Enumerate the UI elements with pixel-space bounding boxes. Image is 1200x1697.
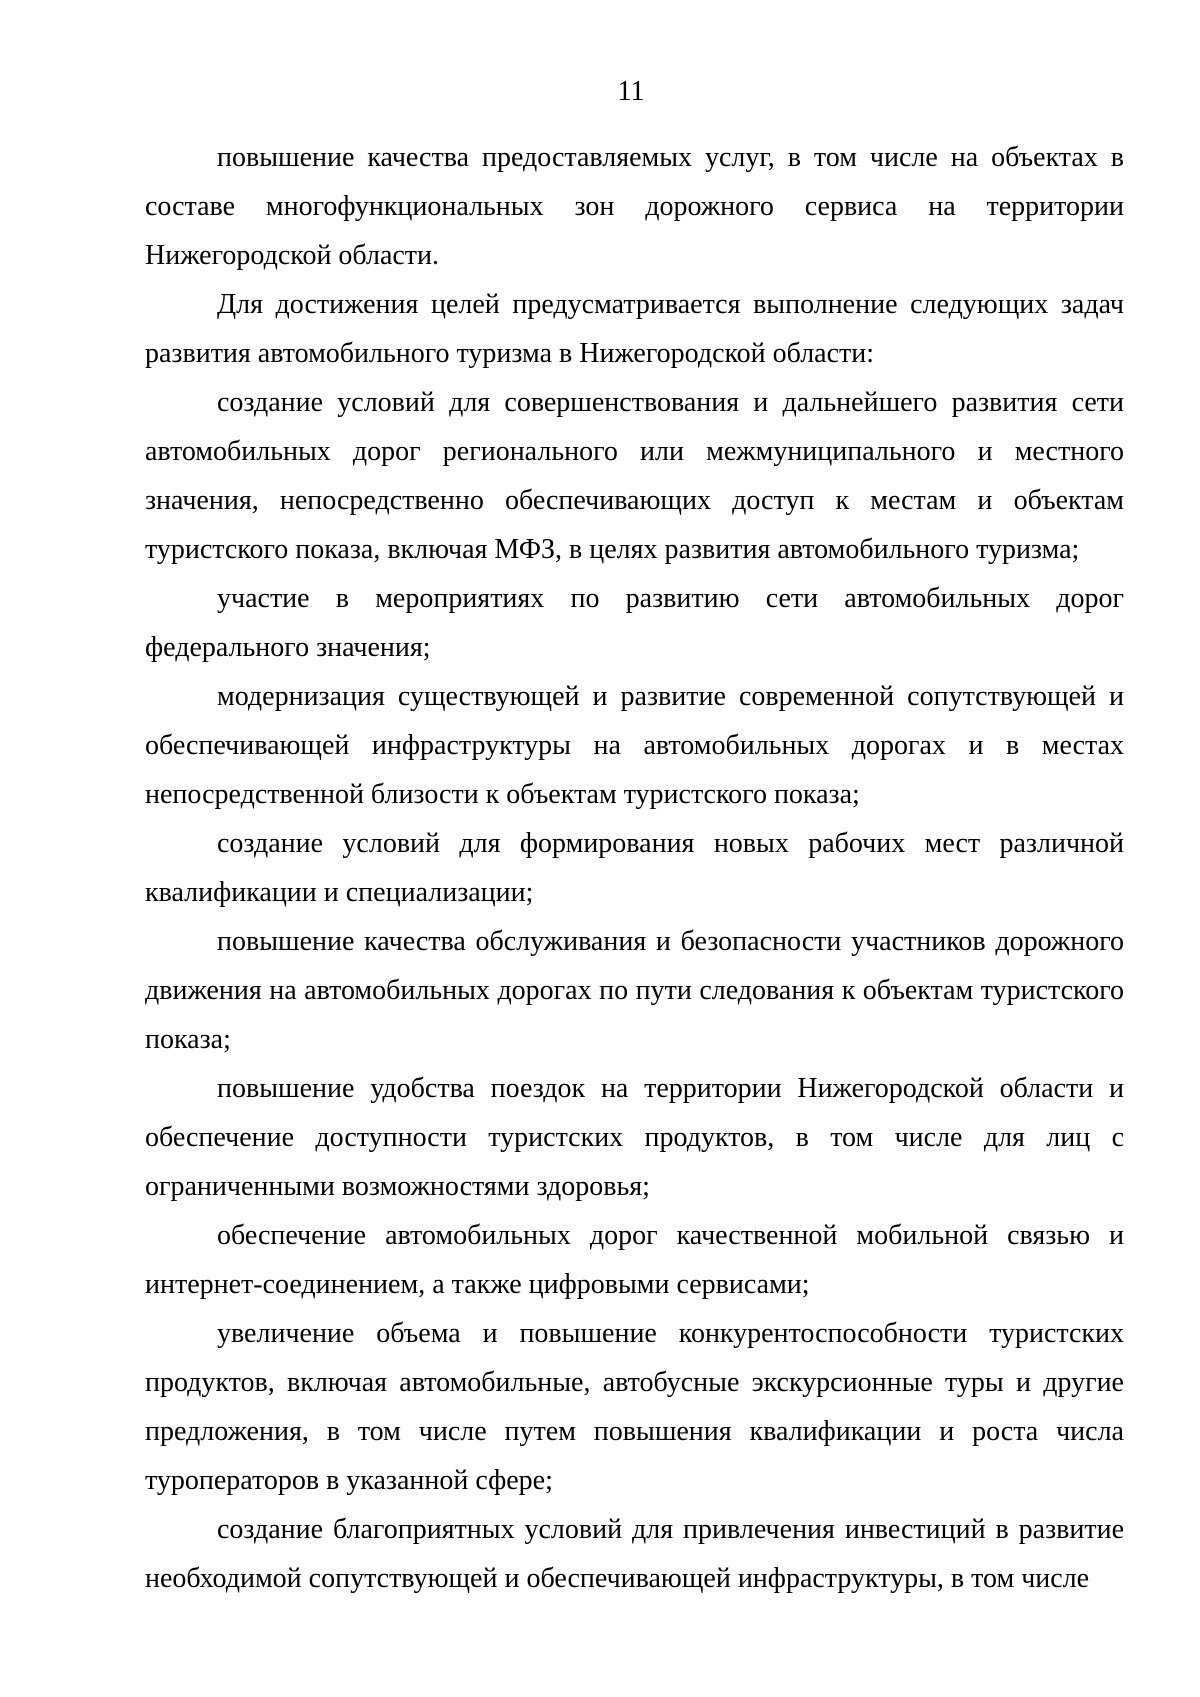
paragraph-tourism-products: увеличение объема и повышение конкурентоспособности туристских продуктов, включая автомобильные, автобусные экскурсионные туры и другие предложения, в том числе путем повышения квалификации и роста числа туроператоров в указанной сфере;	[145, 1318, 1124, 1496]
paragraph-new-jobs: создание условий для формирования новых рабочих мест различной квалификации и специализации;	[145, 828, 1124, 908]
paragraph-travel-convenience: повышение удобства поездок на территории Нижегородской области и обеспечение доступности туристских продуктов, в том числе для лиц с ограниченными возможностями здоровья;	[145, 1073, 1124, 1202]
page-number: 11	[617, 76, 645, 107]
paragraph-tasks-intro: Для достижения целей предусматривается выполнение следующих задач развития автомобильного туризма в Нижегородской области:	[145, 289, 1124, 369]
paragraph-road-network: создание условий для совершенствования и дальнейшего развития сети автомобильных дорог регионального или межмуниципального и местного значения, непосредственно обеспечивающих доступ к местам и объектам туристского показа, включая МФЗ, в целях развития автомобильного туризма;	[145, 387, 1124, 565]
paragraph-infrastructure-modernization: модернизация существующей и развитие современной сопутствующей и обеспечивающей инфраструктуры на автомобильных дорогах и в местах непосредственной близости к объектам туристского показа;	[145, 681, 1124, 810]
paragraph-road-safety: повышение качества обслуживания и безопасности участников дорожного движения на автомобильных дорогах по пути следования к объектам туристского показа;	[145, 926, 1124, 1055]
paragraph-investment-conditions: создание благоприятных условий для привлечения инвестиций в развитие необходимой сопутствующей и обеспечивающей инфраструктуры, в том числе	[145, 1514, 1124, 1594]
paragraph-federal-roads: участие в мероприятиях по развитию сети автомобильных дорог федерального значения;	[145, 583, 1124, 663]
paragraph-mobile-connectivity: обеспечение автомобильных дорог качественной мобильной связью и интернет-соединением, а также цифровыми сервисами;	[145, 1220, 1124, 1300]
paragraph-service-quality: повышение качества предоставляемых услуг, в том числе на объектах в составе многофункциональных зон дорожного сервиса на территории Нижегородской области.	[145, 142, 1124, 271]
document-body	[145, 133, 1124, 1603]
